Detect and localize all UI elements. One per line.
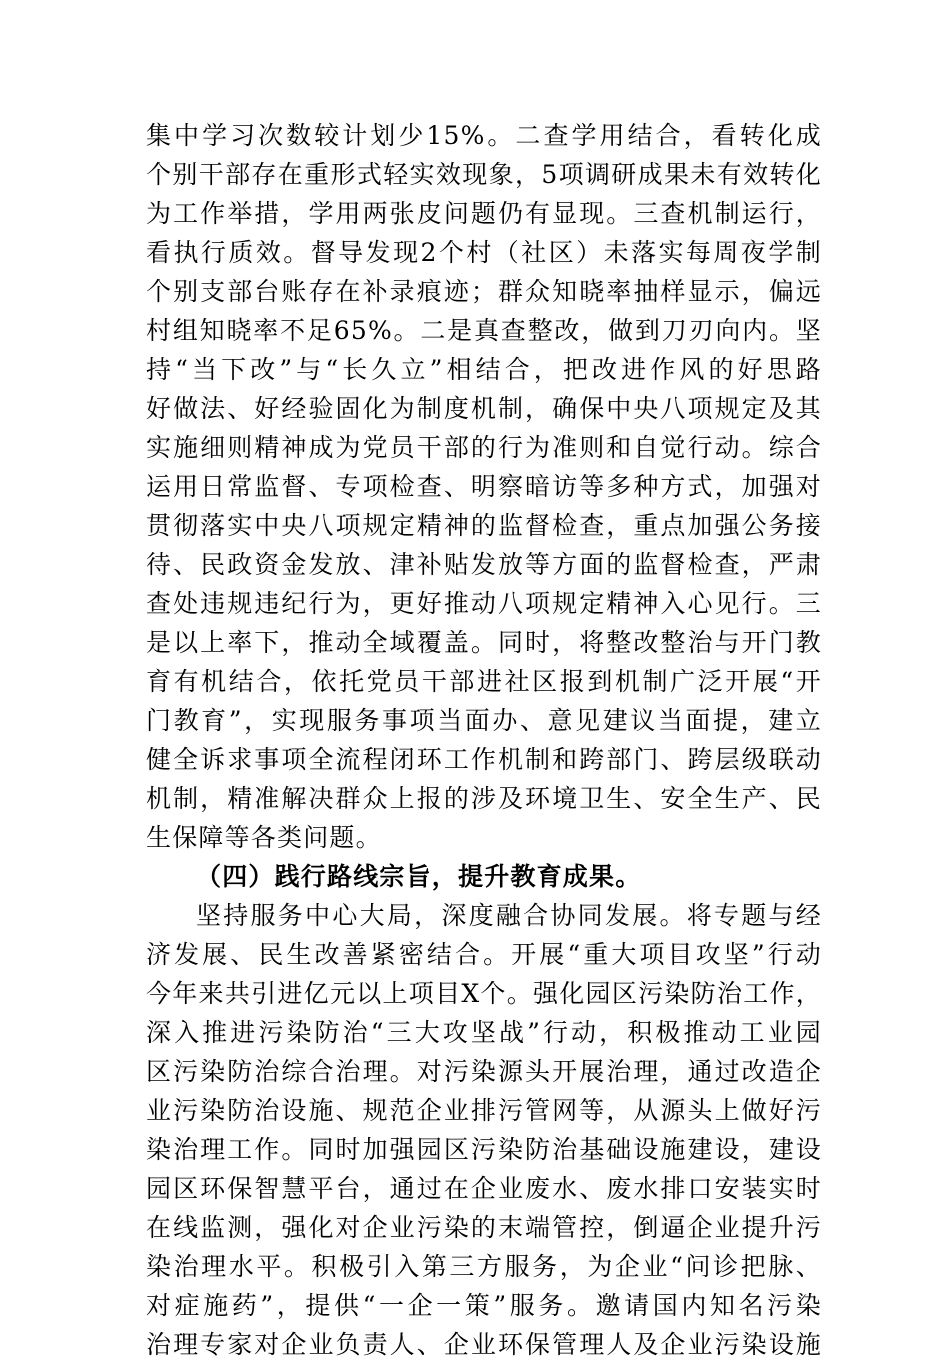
text-line: 园区环保智慧平台，通过在企业废水、废水排口安装实时	[146, 1174, 822, 1203]
text-line: 门教育”，实现服务事项当面办、意见建议当面提，建立	[146, 706, 822, 735]
text-line: 区污染防治综合治理。对污染源头开展治理，通过改造企	[146, 1057, 822, 1086]
text-line: 育有机结合，依托党员干部进社区报到机制广泛开展“开	[146, 667, 822, 696]
text-line: 好做法、好经验固化为制度机制，确保中央八项规定及其	[146, 394, 822, 423]
text-line: 深入推进污染防治“三大攻坚战”行动，积极推动工业园	[146, 1018, 822, 1047]
text-line: 染治理工作。同时加强园区污染防治基础设施建设，建设	[146, 1135, 822, 1164]
section-heading: （四）践行路线宗旨，提升教育成果。	[196, 862, 642, 891]
text-line: 为工作举措，学用两张皮问题仍有显现。三查机制运行，	[146, 199, 822, 228]
text-line: 贯彻落实中央八项规定精神的监督检查，重点加强公务接	[146, 511, 822, 540]
text-line: 运用日常监督、专项检查、明察暗访等多种方式，加强对	[146, 472, 822, 501]
text-line: 查处违规违纪行为，更好推动八项规定精神入心见行。三	[146, 589, 822, 618]
text-line: 村组知晓率不足65%。二是真查整改，做到刀刃向内。坚	[146, 316, 822, 345]
text-line: 个别干部存在重形式轻实效现象，5项调研成果未有效转化	[146, 160, 822, 189]
text-line: 济发展、民生改善紧密结合。开展“重大项目攻坚”行动	[146, 940, 822, 969]
text-line: 持“当下改”与“长久立”相结合，把改进作风的好思路	[146, 355, 822, 384]
text-line: 今年来共引进亿元以上项目X个。强化园区污染防治工作，	[146, 979, 822, 1008]
text-line: 是以上率下，推动全域覆盖。同时，将整改整治与开门教	[146, 628, 822, 657]
text-line: 待、民政资金发放、津补贴发放等方面的监督检查，严肃	[146, 550, 822, 579]
text-line: 在线监测，强化对企业污染的末端管控，倒逼企业提升污	[146, 1213, 822, 1242]
paragraph-2	[146, 896, 822, 1364]
text-line: 业污染防治设施、规范企业排污管网等，从源头上做好污	[146, 1096, 822, 1125]
text-line: 健全诉求事项全流程闭环工作机制和跨部门、跨层级联动	[146, 745, 822, 774]
text-line: 坚持服务中心大局，深度融合协同发展。将专题与经	[196, 901, 822, 930]
text-line: 机制，精准解决群众上报的涉及环境卫生、安全生产、民	[146, 784, 822, 813]
text-line: 对症施药”，提供“一企一策”服务。邀请国内知名污染	[146, 1291, 822, 1320]
text-line: 实施细则精神成为党员干部的行为准则和自觉行动。综合	[146, 433, 822, 462]
text-line: 染治理水平。积极引入第三方服务，为企业“问诊把脉、	[146, 1252, 822, 1281]
text-line: 治理专家对企业负责人、企业环保管理人及企业污染设施	[146, 1330, 822, 1359]
text-line: 集中学习次数较计划少15%。二查学用结合，看转化成	[146, 121, 822, 150]
text-line: 生保障等各类问题。	[146, 823, 382, 852]
text-line: 个别支部台账存在补录痕迹；群众知晓率抽样显示，偏远	[146, 277, 822, 306]
text-line: 看执行质效。督导发现2个村（社区）未落实每周夜学制	[146, 238, 822, 267]
document-body	[146, 116, 822, 1364]
paragraph-1	[146, 116, 822, 857]
